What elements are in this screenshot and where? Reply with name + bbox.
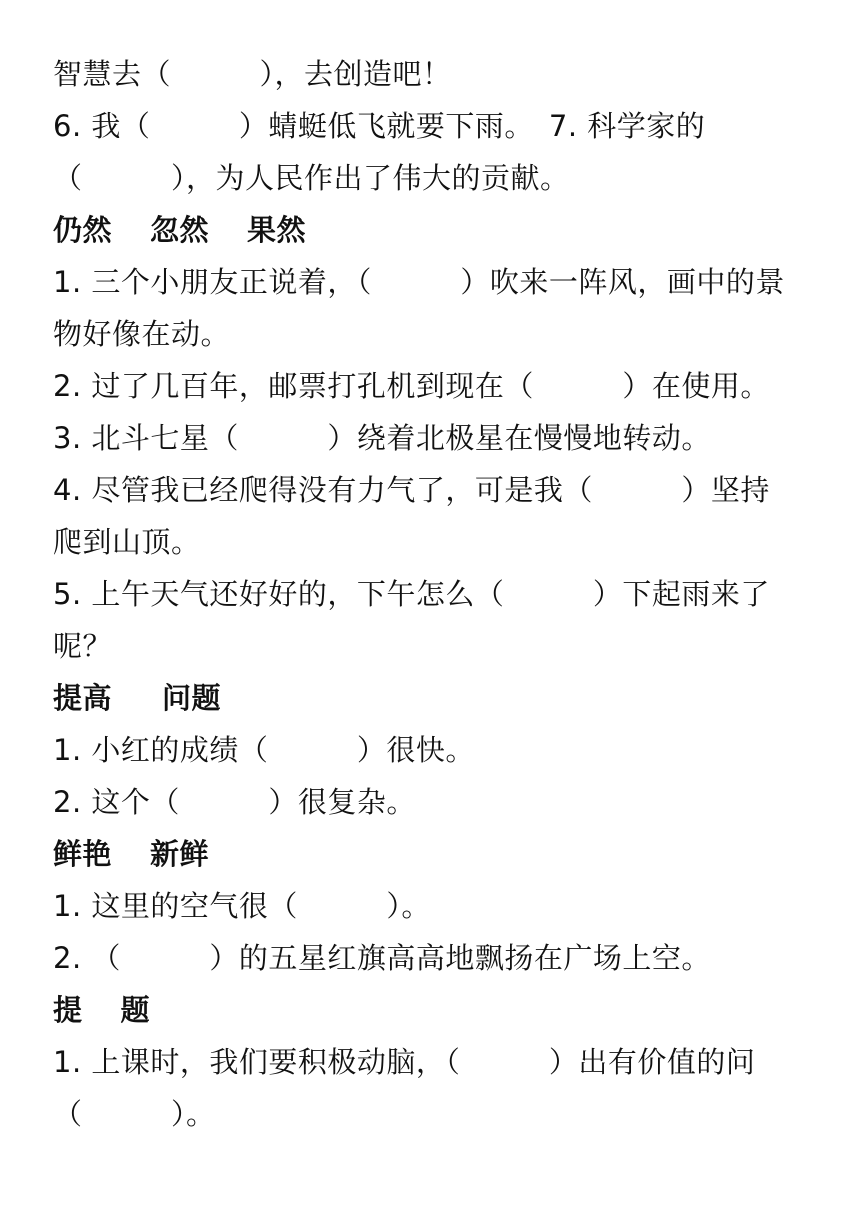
exercise-line: 智慧去（ ），去创造吧！ — [53, 57, 452, 91]
heading-word: 题 — [120, 993, 151, 1027]
exercise-line: 呢？ — [53, 629, 113, 663]
exercise-line: 3. 北斗七星（ ）绕着北极星在慢慢地转动。 — [53, 421, 711, 455]
word-group-heading — [53, 828, 813, 880]
heading-word: 提高 — [53, 681, 113, 715]
exercise-line: 1. 小红的成绩（ ）很快。 — [53, 733, 475, 767]
word-group-heading — [53, 204, 813, 256]
exercise-line: 5. 上午天气还好好的，下午怎么（ ）下起雨来了 — [53, 577, 770, 611]
heading-word: 鲜艳 — [53, 837, 113, 871]
exercise-line: 2. 这个（ ）很复杂。 — [53, 785, 416, 819]
heading-word: 果然 — [247, 213, 307, 247]
exercise-line: 2. （ ）的五星红旗高高地飘扬在广场上空。 — [53, 941, 711, 975]
word-group-heading — [53, 672, 813, 724]
exercise-line: 2. 过了几百年，邮票打孔机到现在（ ）在使用。 — [53, 369, 770, 403]
exercise-line: 1. 三个小朋友正说着，（ ）吹来一阵风，画中的景 — [53, 265, 785, 299]
heading-word: 仍然 — [53, 213, 113, 247]
exercise-line: 物好像在动。 — [53, 317, 231, 351]
exercise-line: 6. 我（ ）蜻蜓低飞就要下雨。 7. 科学家的 — [53, 109, 706, 143]
exercise-line: 4. 尽管我已经爬得没有力气了，可是我（ ）坚持 — [53, 473, 770, 507]
heading-word: 提 — [53, 993, 83, 1027]
exercise-line: （ ），为人民作出了伟大的贡献。 — [53, 161, 570, 195]
exercise-line: 1. 这里的空气很（ ）。 — [53, 889, 431, 923]
heading-word: 忽然 — [150, 213, 210, 247]
worksheet-page — [53, 48, 813, 1140]
heading-word: 问题 — [162, 681, 222, 715]
exercise-line: 1. 上课时，我们要积极动脑，（ ）出有价值的问 — [53, 1045, 756, 1079]
heading-word: 新鲜 — [150, 837, 210, 871]
word-group-heading — [53, 984, 813, 1036]
exercise-line: 爬到山顶。 — [53, 525, 201, 559]
exercise-line: （ ）。 — [53, 1097, 216, 1131]
